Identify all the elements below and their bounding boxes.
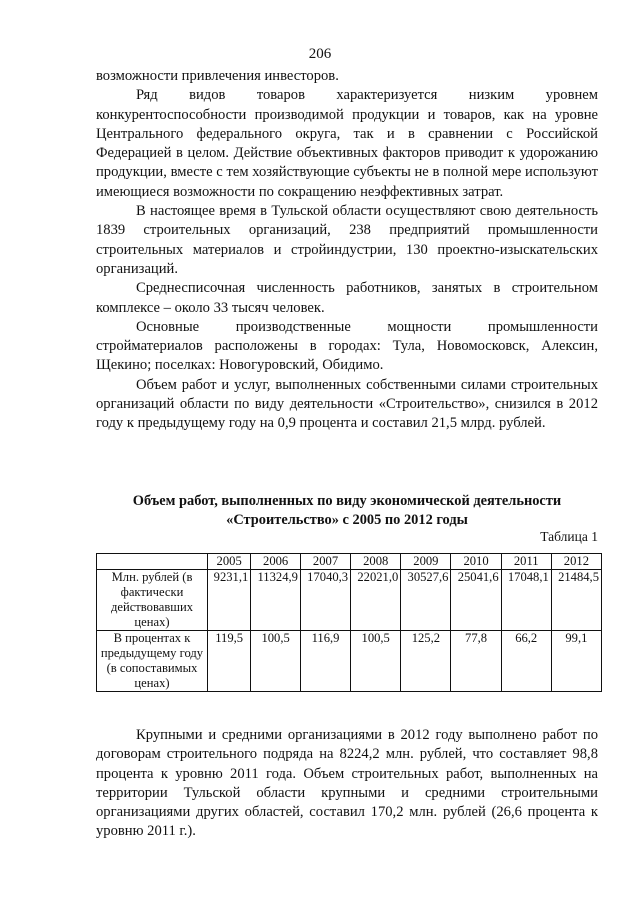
table-row xyxy=(97,631,602,692)
table-cell: 22021,0 xyxy=(351,570,401,631)
year-header: 2008 xyxy=(351,554,401,570)
table-cell: 21484,5 xyxy=(551,570,601,631)
year-header: 2006 xyxy=(251,554,301,570)
body-text-top xyxy=(96,67,598,434)
paragraph: Ряд видов товаров характеризуется низким уровнем конкурентоспособности производимой продукции и товаров, как на уровне Центрального федерального округа, так и в сравнении с Российской Федерацией в целом. Действие объективных факторов приводит к удорожанию продукции, вместе с тем хозяйствующие субъекты не в полной мере используют имеющиеся возможности по сокращению неэффективных затрат. xyxy=(96,87,598,200)
paragraph: Объем работ и услуг, выполненных собственными силами строительных организаций области по виду деятельности «Строительство», снизился в 2012 году к предыдущему году на 0,9 процента и составил 21,5 млрд. рублей. xyxy=(96,376,598,432)
year-header: 2007 xyxy=(300,554,350,570)
table-cell: 30527,6 xyxy=(401,570,451,631)
page-number: 206 xyxy=(308,46,332,62)
year-header: 2009 xyxy=(401,554,451,570)
row-label: В процентах к предыдущему году (в сопоставимых ценах) xyxy=(97,631,208,692)
table-cell: 66,2 xyxy=(501,631,551,692)
table-cell: 25041,6 xyxy=(451,570,501,631)
paragraph: В настоящее время в Тульской области осуществляют свою деятельность 1839 строительных организаций, 238 предприятий промышленности строительных материалов и стройиндустрии, 130 проектно-изыскательских организаций. xyxy=(96,203,598,277)
table-cell: 11324,9 xyxy=(251,570,301,631)
table-cell: 119,5 xyxy=(208,631,251,692)
year-header: 2010 xyxy=(451,554,501,570)
table-cell: 116,9 xyxy=(300,631,350,692)
table-cell: 125,2 xyxy=(401,631,451,692)
table-cell: 77,8 xyxy=(451,631,501,692)
table-cell: 99,1 xyxy=(551,631,601,692)
table-caption: Таблица 1 xyxy=(540,529,598,544)
table-cell: 100,5 xyxy=(351,631,401,692)
table-header-row xyxy=(97,554,602,570)
table-row xyxy=(97,570,602,631)
paragraph: Основные производственные мощности промышленности стройматериалов расположены в городах: Тула, Новомосковск, Алексин, Щекино; поселках: Новогуровский, Обидимо. xyxy=(96,318,598,374)
paragraph: Крупными и средними организациями в 2012 году выполнено работ по договорам строительного подряда на 8224,2 млн. рублей, что составляет 98,8 процента к уровню 2011 года. Объем строительных работ, выполненных на территории Тульской области крупными и средними строительными организациями других областей, составил 170,2 млн. рублей (26,6 процента к уровню 2011 г.). xyxy=(96,727,598,840)
year-header: 2005 xyxy=(208,554,251,570)
paragraph: возможности привлечения инвесторов. xyxy=(96,68,339,84)
body-text-bottom xyxy=(96,726,598,842)
table-title: Объем работ, выполненных по виду экономической деятельности «Строительство» с 2005 по 2012 годы xyxy=(132,493,562,528)
table-cell: 17040,3 xyxy=(300,570,350,631)
paragraph: Среднесписочная численность работников, занятых в строительном комплексе – около 33 тысяч человек. xyxy=(96,280,598,316)
year-header: 2012 xyxy=(551,554,601,570)
row-label: Млн. рублей (в фактически действовавших ценах) xyxy=(97,570,208,631)
data-table xyxy=(96,553,602,692)
table-cell: 9231,1 xyxy=(208,570,251,631)
table-cell: 100,5 xyxy=(251,631,301,692)
table-cell: 17048,1 xyxy=(501,570,551,631)
year-header: 2011 xyxy=(501,554,551,570)
table-corner-cell xyxy=(97,554,208,570)
